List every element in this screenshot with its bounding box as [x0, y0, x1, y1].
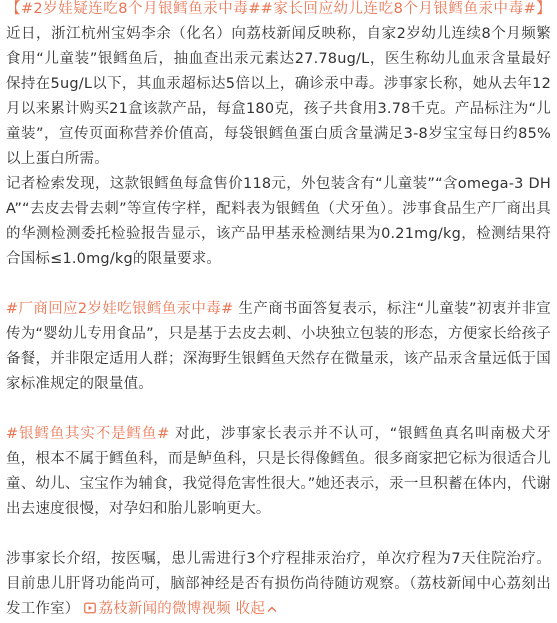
video-link-label: 荔枝新闻的微博视频	[98, 601, 231, 617]
paragraph-3-text: 生产商书面答复表示，标注“儿童装”初衷并非宣传为“婴幼儿专用食品”，只是基于去皮去刺、小块独立包装的形态，方便家长给孩子备餐，并非限定适用人群；深海野生银鳕鱼天然存在微量汞，该产品汞含量远低于国家标准规定的限量值。	[6, 301, 551, 392]
paragraph-5	[6, 547, 551, 622]
paragraph-2-text: 记者检索发现，这款银鳕鱼每盒售价118元，外包装含有“儿童装”“含omega-3 DHA”“去皮去骨去刺”等宣传字样，配料表为银鳕鱼（犬牙鱼）。涉事食品生产厂商出具的华测检测委托检验报告显示，该产品甲基汞检测结果为0.21mg/kg，检测结果符合国标≤1.0mg/kg的限量要求。	[6, 176, 551, 267]
paragraph-1-text: 近日，浙江杭州宝妈李余（化名）向荔枝新闻反映称，自家2岁幼儿连续8个月频繁食用“儿童装”银鳕鱼后，抽血查出汞元素达27.78ug/L，医生称幼儿血汞含量最好保持在5ug/L以下，其血汞超标达5倍以上，确诊汞中毒。涉事家长称，她从去年12月以来累计购买21盒该款产品，每盒180克，孩子共食用3.78千克。产品标注为“儿童装”，宣传页面称营养价值高，每袋银鳕鱼蛋白质含量满足3-8岁宝宝每日约85%以上蛋白所需。	[6, 26, 551, 167]
chevron-up-icon	[267, 605, 277, 613]
video-link[interactable]	[80, 601, 231, 617]
paragraph-1	[6, 0, 551, 172]
hashtag-topic-2[interactable]: #厂商回应2岁娃吃银鳕鱼汞中毒#	[6, 301, 234, 317]
paragraph-2	[6, 172, 551, 272]
collapse-label: 收起	[235, 601, 266, 617]
paragraph-5-text: 涉事家长介绍，按医嘱，患儿需进行3个疗程排汞治疗，单次疗程为7天住院治疗。目前患儿肝肾功能尚可，脑部神经是否有损伤尚待随访观察。（荔枝新闻中心荔刻出发工作室）	[6, 551, 551, 617]
hashtag-topic-1[interactable]: 【#2岁娃疑连吃8个月银鳕鱼汞中毒##家长回应幼儿连吃8个月银鳕鱼汞中毒#】	[6, 1, 551, 17]
paragraph-3	[6, 297, 551, 397]
paragraph-4-text: 对此，涉事家长表示并不认可，“银鳕鱼真名叫南极犬牙鱼，根本不属于鳕鱼科，而是鲈鱼科，只是长得像鳕鱼。很多商家把它标为很适合儿童、幼儿、宝宝作为辅食，我觉得危害性很大。”她还表示，汞一旦积蓄在体内，代谢出去速度很慢，对孕妇和胎儿影响更大。	[6, 426, 551, 517]
video-play-icon	[84, 602, 96, 614]
paragraph-4	[6, 422, 551, 522]
collapse-button[interactable]	[236, 601, 277, 617]
hashtag-topic-3[interactable]: #银鳕鱼其实不是鳕鱼#	[6, 426, 170, 442]
